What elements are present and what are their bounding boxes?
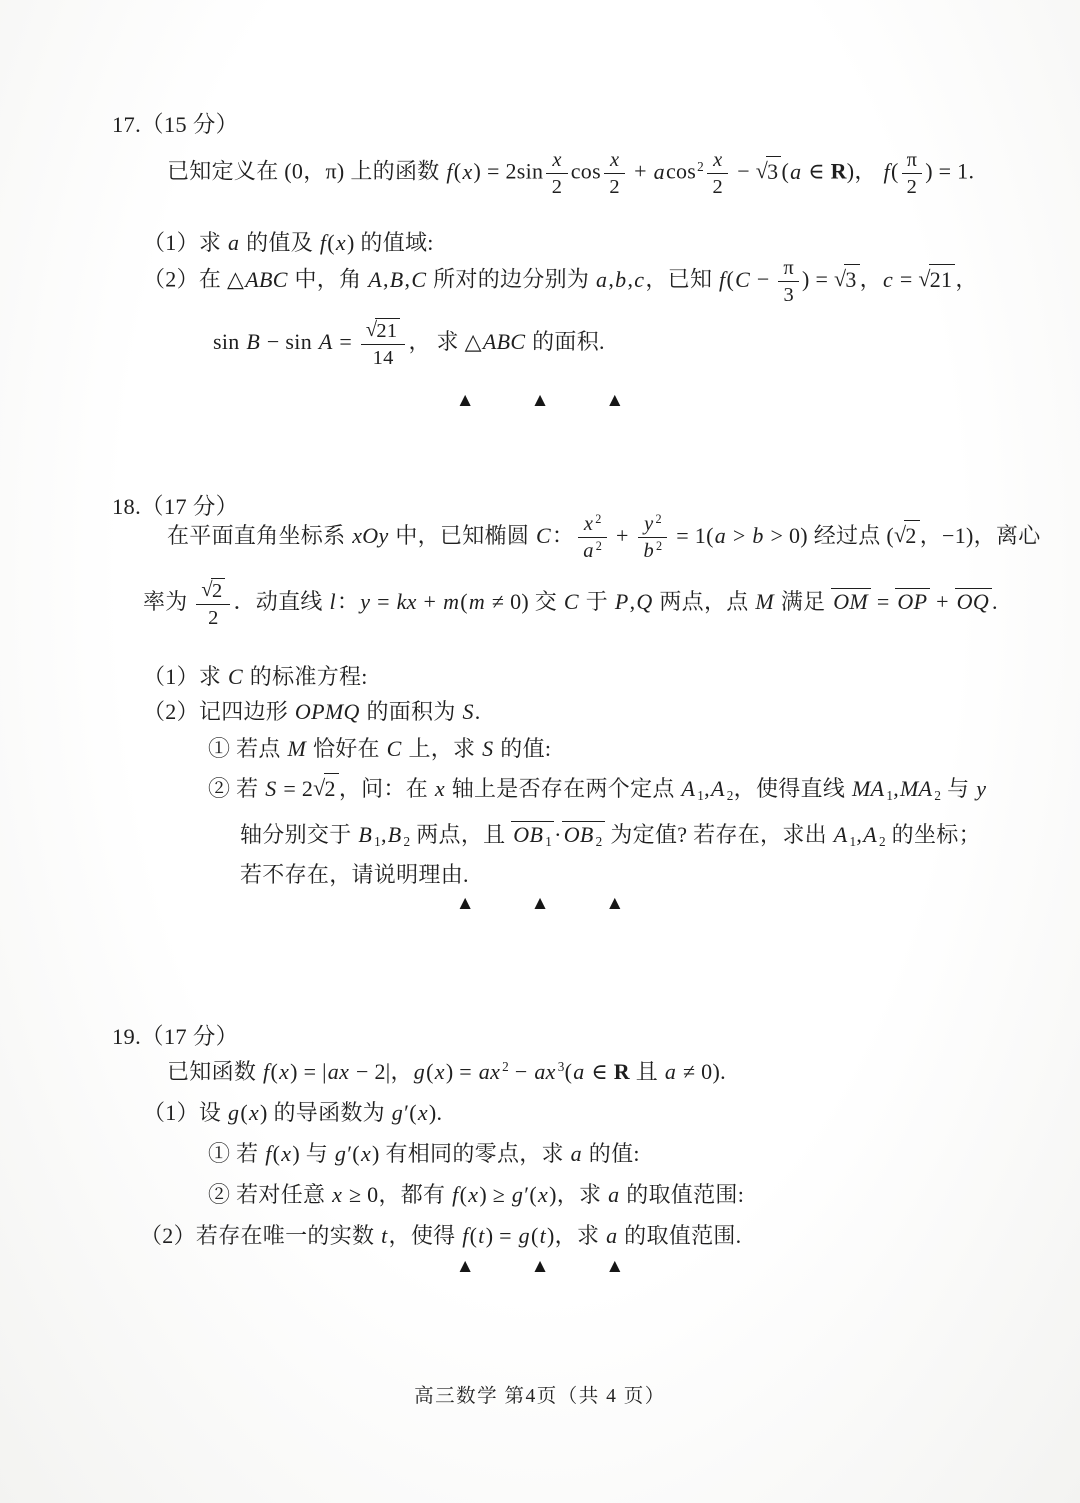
math-variable: a [664,1059,677,1084]
math-numerator [546,148,567,174]
math-radicand: 21 [375,318,400,343]
math-variable: B [387,822,402,847]
math-variable: a [790,158,802,184]
math-variable: C [563,589,579,615]
radical-sign-icon: √ [918,265,931,291]
math-variable: x [583,513,594,536]
page-footer: 高三数学 第4页（共 4 页） [414,1386,666,1407]
math-variable: MA [851,776,885,801]
math-sqrt [918,264,955,294]
math-denominator: 2 [208,607,219,630]
math-variable: f [263,1059,270,1084]
math-variable: ABC [482,329,526,355]
math-variable: A [833,822,848,847]
math-subscript: 2 [934,787,942,803]
triangle-marker: ▲ [530,893,550,914]
math-denominator: 2 [712,176,724,199]
math-numerator [638,512,667,538]
math-sqrt [834,264,860,294]
math-variable: kx [396,589,417,615]
math-variable: x [434,776,445,801]
math-variable: y [360,589,371,615]
math-fraction [638,512,668,563]
math-subscript: 1 [886,787,894,803]
math-variable: ABC [245,266,288,292]
math-variable: A [368,266,382,292]
math-variable: b [643,540,655,563]
problem-19-intro: 已知函数 f(x) = |ax − 2|，g(x) = ax $^2$ − ax $^3$(a ∈ R 且 a ≠ 0). [167,1059,726,1084]
problem-17-item-2: （2）在 △ABC 中，角 A,B,C 所对的边分别为 a,b,c，已知 f(C − $\frac{\pi}{3}$ ) = √3 ，c = √21 ， [143,257,978,307]
math-denominator: 3 [783,284,794,307]
math-variable: x [248,1100,260,1125]
math-variable: x [417,1100,428,1125]
math-numerator [578,512,607,538]
math-variable: a [596,266,608,292]
math-sqrt [366,318,401,343]
problem-18-item-2: （2）记四边形 OPMQ 的面积为 S. [143,699,481,724]
triangle-marker: ▲ [455,390,475,411]
math-variable: g [511,1182,524,1207]
problem-18-item-1: （1）求 C 的标准方程: [143,664,368,689]
math-subscript: 1 [697,787,705,803]
problem-19-subitem-1: ① 若 f(x) 与 g′(x) 有相同的零点，求 a 的值: [208,1141,640,1166]
math-variable: a [570,1141,582,1166]
math-numerator [196,578,230,605]
triangle-marker: ▲ [530,1256,550,1277]
math-variable: S [265,776,277,801]
math-sqrt [894,520,920,550]
math-variable: m [468,589,486,615]
math-variable: C [535,522,551,548]
math-variable: b [615,266,627,292]
math-variable: x [279,1059,290,1084]
math-variable: C [411,266,427,292]
math-superscript: 2 [656,539,663,554]
triangle-marker: ▲ [605,1256,625,1277]
math-fraction [902,148,923,199]
problem-18-intro-line-2: 率为 $\frac{√2}{2}$ ．动直线 l：y = kx + m(m ≠ 0) 交 C 于 P,Q 两点，点 M 满足 OM = OP + OQ . [143,579,998,630]
math-denominator: 2 [551,176,563,199]
math-denominator: 2 [609,176,620,199]
math-variable: t [478,1223,485,1248]
math-vector-overline [955,588,992,614]
math-superscript: 3 [557,1059,565,1075]
math-variable: b [752,522,764,548]
math-variable: g [391,1100,404,1125]
triangle-marker: ▲ [455,1256,475,1277]
radical-sign-icon: √ [755,157,769,183]
math-variable: g [413,1059,426,1084]
math-variable: x [434,1059,445,1084]
math-denominator: 14 [372,347,394,370]
math-variable: x [332,1182,343,1207]
problem-19-item-1: （1）设 g(x) 的导函数为 g′(x). [143,1100,443,1125]
math-variable: f [883,158,890,184]
math-variable: OQ [956,589,990,615]
math-numerator: π [778,256,799,282]
math-variable: g [228,1100,240,1125]
math-variable: OM [833,589,869,615]
math-variable: y [976,776,987,801]
problem-19-item-2: （2）若存在唯一的实数 t，使得 f(t) = g(t)，求 a 的取值范围. [140,1223,742,1248]
math-variable: f [446,158,453,184]
math-variable: ax [534,1059,556,1084]
math-superscript: 2 [655,512,662,526]
radical-sign-icon: √ [313,775,326,800]
math-superscript: 2 [502,1059,510,1075]
math-variable: A [863,822,877,847]
section-separator-18 [0,893,1080,915]
math-variable: OB [563,822,594,847]
math-fraction [604,148,625,199]
math-vector-overline [831,588,871,614]
triangle-marker: ▲ [605,893,625,914]
math-fraction [707,148,728,199]
math-vector-overline [562,821,605,849]
math-variable: S [482,736,494,761]
math-variable: x [552,149,562,171]
math-variable: A [681,776,696,801]
math-variable: f [462,1223,469,1248]
math-variable: ax [327,1059,350,1084]
math-variable: C [228,664,243,689]
section-separator-19 [0,1256,1080,1278]
math-fraction [196,578,230,630]
math-variable: a [573,1059,585,1084]
math-variable: f [452,1182,459,1207]
problem-18-intro-line-1: 在平面直角坐标系 xOy 中，已知椭圆 C： $\frac{x ^2}{a ^2}$ + $\frac{y ^2}{b ^2}$ = 1(a > b > 0) 经过点 (√2 ，−1)，离心 [167,512,1041,563]
math-variable: y [644,513,654,536]
math-radicand: 21 [929,264,956,294]
math-radicand: 2 [904,520,919,550]
math-variable: x [713,149,723,171]
math-variable: P [614,589,629,615]
math-variable: S [462,699,474,724]
math-variable: ax [478,1059,501,1084]
math-variable: A [318,329,333,355]
math-superscript: 2 [595,539,603,554]
math-variable: x [335,230,346,255]
math-variable: x [468,1182,479,1207]
math-fraction [577,512,607,563]
math-numerator [361,318,406,345]
math-subscript: 2 [403,833,411,849]
radical-sign-icon: √ [894,521,907,547]
math-variable: m [443,589,460,615]
math-variable: B [358,822,373,847]
math-variable: x [609,149,620,171]
math-variable: Q [636,589,653,615]
math-variable: A [710,776,725,801]
math-variable: a [606,1223,618,1248]
math-variable: t [539,1223,547,1248]
math-variable: a [583,540,594,563]
math-superscript: 2 [595,512,602,526]
triangle-marker: ▲ [455,893,475,914]
math-variable: a [608,1182,620,1207]
math-variable: g [334,1141,347,1166]
math-fraction [546,148,567,199]
math-variable: g [518,1223,530,1248]
math-variable: C [386,736,402,761]
math-denominator [638,538,668,563]
math-variable: C [735,266,751,292]
problem-18-subitem-2-line-3: 若不存在，请说明理由. [240,862,469,887]
math-variable: x [360,1141,372,1166]
problem-19-number: 19.（17 分） [112,1024,239,1049]
math-variable: x [537,1182,549,1207]
math-variable: OB [513,822,544,847]
math-variable: f [319,230,327,255]
radical-sign-icon: √ [365,319,378,341]
math-subscript: 1 [545,833,553,849]
math-subscript: 2 [726,787,734,803]
problem-18-subitem-2-line-1: ② 若 S = 2√2 ，问：在 x 轴上是否存在两个定点 A $_1$,A $_2$，使得直线 MA $_1$,MA $_2$ 与 y [208,775,987,803]
math-variable: a [653,158,665,184]
math-sqrt [201,578,225,603]
math-denominator: 2 [906,176,918,199]
math-variable: x [281,1141,292,1166]
math-fraction [778,256,799,307]
math-variable: a [228,230,240,255]
math-subscript: 1 [849,833,857,849]
math-variable: a [714,522,727,548]
math-sqrt [313,773,339,803]
math-variable: c [634,266,645,292]
math-variable: M [287,736,307,761]
math-numerator [707,148,728,174]
problem-17-item-1: （1）求 a 的值及 f(x) 的值域: [143,230,434,255]
math-bold-symbol: R [613,1059,630,1084]
radical-sign-icon: √ [201,579,213,601]
math-variable: B [246,329,261,355]
math-variable: f [265,1141,272,1166]
math-radicand: 2 [324,773,339,803]
math-variable: M [755,589,775,615]
math-sqrt [756,156,782,186]
math-variable: MA [900,776,933,801]
section-separator-17 [0,390,1080,412]
math-radicand: 3 [844,264,859,294]
math-variable: l [329,589,336,615]
math-fraction [361,318,406,370]
radical-sign-icon: √ [833,265,847,291]
math-subscript: 2 [878,833,886,849]
math-numerator [604,148,625,174]
math-variable: x [462,158,473,184]
problem-17-number: 17.（15 分） [112,112,239,137]
triangle-marker: ▲ [605,390,625,411]
math-denominator [577,538,607,563]
math-numerator: π [902,148,923,174]
problem-18-subitem-1: ① 若点 M 恰好在 C 上，求 S 的值: [208,736,552,761]
math-variable: OP [897,589,928,615]
math-variable: f [719,266,726,292]
math-variable: xOy [352,522,389,548]
math-vector-overline [895,588,930,614]
triangle-marker: ▲ [530,390,550,411]
math-radicand: 3 [766,156,781,186]
math-variable: B [389,266,404,292]
math-bold-symbol: R [830,158,847,184]
math-variable: OPMQ [294,699,360,724]
math-variable: c [882,266,894,292]
math-subscript: 2 [595,833,603,849]
problem-17-continuation: sin B − sin A = $\frac{√21}{14}$ ， 求 △ABC 的面积. [213,319,605,370]
math-radicand: 2 [211,578,226,603]
problem-19-subitem-2: ② 若对任意 x ≥ 0，都有 f(x) ≥ g′(x)，求 a 的取值范围: [208,1182,745,1207]
problem-18-subitem-2-line-2: 轴分别交于 B $_1$,B $_2$ 两点，且 OB $_1$·OB $_2$ 为定值? 若存在，求出 A $_1$,A $_2$ 的坐标； [240,822,981,849]
math-superscript: 2 [697,159,705,175]
math-vector-overline [511,821,554,849]
math-subscript: 1 [374,833,381,849]
math-variable: t [381,1223,388,1248]
problem-18-number: 18.（17 分） [112,494,239,519]
problem-17-intro: 已知定义在 (0，π) 上的函数 f(x) = 2sin $\frac{x}{2}$ cos $\frac{x}{2}$ + acos$^2$ $\frac{x}{2}$ − √3 (a ∈ R)， f( $\frac{\pi}{2}$ ) = 1. [167,149,975,199]
